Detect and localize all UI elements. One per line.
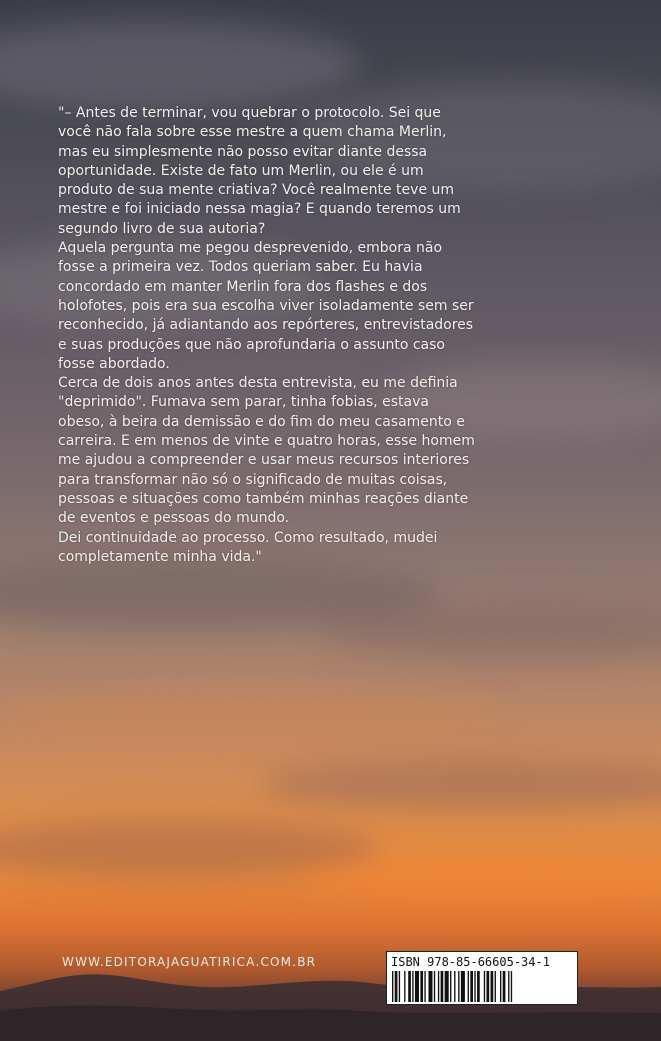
isbn-barcode-block <box>386 951 578 1005</box>
publisher-website: WWW.EDITORAJAGUATIRICA.COM.BR <box>62 955 317 969</box>
barcode-icon <box>392 971 572 1002</box>
isbn-number: ISBN 978-85-66605-34-1 <box>391 955 550 969</box>
cloud-shape <box>0 690 500 740</box>
synopsis-paragraph: "– Antes de terminar, vou quebrar o protocolo. Sei que você não fala sobre esse mestre a quem chama Merlin, mas eu simplesmente não posso evitar diante dessa oportunidade. Existe de fato um Merlin, ou ele é um produto de sua mente criativa? Você realmente teve um mestre e foi iniciado nessa magia? E quando teremos um segundo livro de sua autoria? <box>58 105 461 237</box>
synopsis-paragraph: Aquela pergunta me pegou desprevenido, embora não fosse a primeira vez. Todos queriam saber. Eu havia concordado em manter Merlin fora dos flashes e dos holofotes, pois era sua escolha viver isoladamente sem ser reconhecido, já adiantando aos repórteres, entrevistadores e suas produções que não aprofundaria o assunto caso fosse abordado. <box>58 240 474 372</box>
cloud-shape <box>300 860 661 900</box>
synopsis-paragraph: Cerca de dois anos antes desta entrevista, eu me definia "deprimido". Fumava sem parar, tinha fobias, estava obeso, à beira da demissão e do fim do meu casamento e carreira. E em menos de vinte e quatro horas, esse homem me ajudou a compreender e usar meus recursos interiores para transformar não só o significado de muitas coisas, pessoas e situações como também minhas reações diante de eventos e pessoas do mundo. <box>58 375 475 527</box>
synopsis-text <box>58 104 478 567</box>
cloud-shape <box>260 760 661 810</box>
cloud-shape <box>0 20 360 110</box>
synopsis-paragraph: Dei continuidade ao processo. Como resultado, mudei completamente minha vida." <box>58 529 438 565</box>
